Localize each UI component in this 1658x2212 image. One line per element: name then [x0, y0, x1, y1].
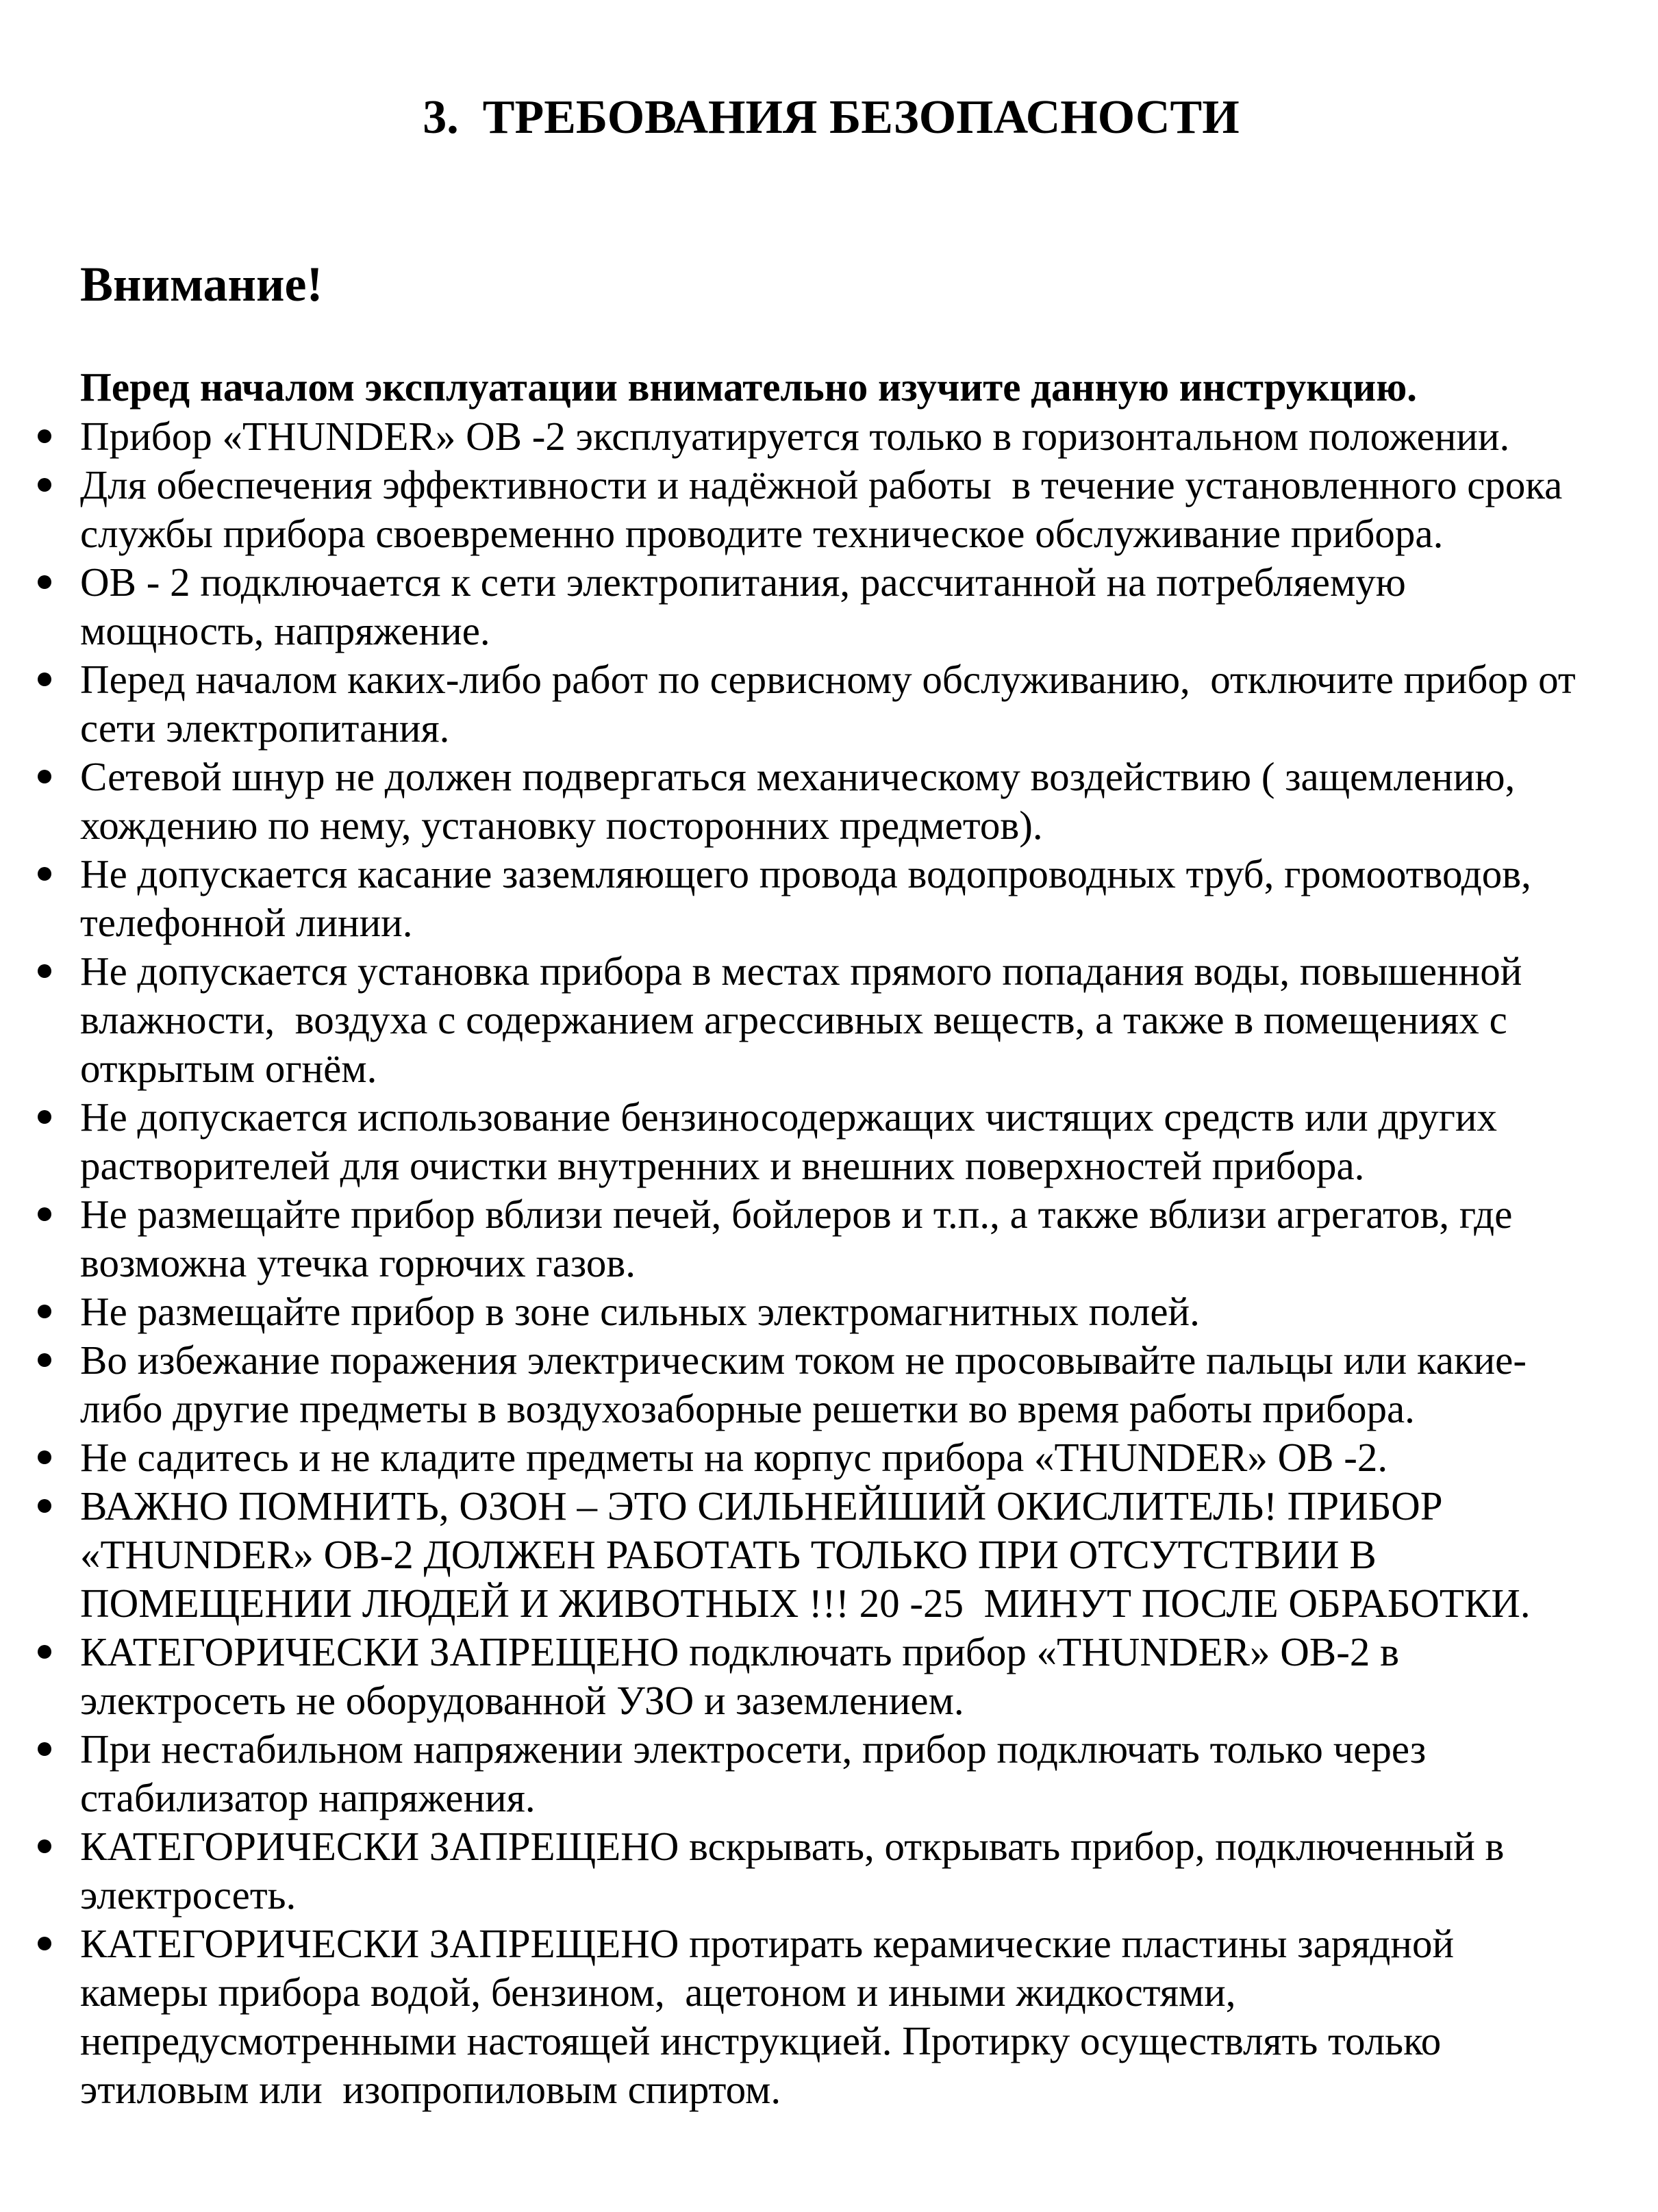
bullet-icon: [38, 1839, 51, 1853]
attention-heading: Внимание!: [80, 257, 323, 312]
list-item: [80, 1190, 1582, 1287]
list-item: [80, 1725, 1582, 1822]
list-item-text: Во избежание поражения электрическим током не просовывайте пальцы или какие-либо другие предметы в воздухозаборные решетки во время работы прибора.: [80, 1337, 1527, 1431]
bullet-icon: [38, 1110, 51, 1124]
list-item-text: Не допускается использование бензиносодержащих чистящих средств или других растворителей для очистки внутренних и внешних поверхностей прибора.: [80, 1094, 1507, 1188]
list-item: [80, 947, 1582, 1093]
list-item-text: Сетевой шнур не должен подвергаться механическому воздействию ( защемлению, хождению по нему, установку посторонних предметов).: [80, 754, 1526, 848]
list-item-text: Не допускается касание заземляющего провода водопроводных труб, громоотводов, телефонной линии.: [80, 851, 1542, 945]
list-item-text: Для обеспечения эффективности и надёжной работы в течение установленного срока службы прибора своевременно проводите техническое обслуживание прибора.: [80, 462, 1573, 556]
list-item: [80, 1287, 1582, 1336]
list-item: [80, 1482, 1582, 1628]
list-item-text: ОВ - 2 подключается к сети электропитания, рассчитанной на потребляемую мощность, напряжение.: [80, 560, 1416, 653]
bullet-icon: [38, 1450, 51, 1464]
bullet-icon: [38, 478, 51, 492]
list-item: [80, 1920, 1582, 2114]
list-item: [80, 850, 1582, 947]
list-item-text: Прибор «THUNDER» ОВ -2 эксплуатируется только в горизонтальном положении.: [80, 414, 1510, 459]
bullet-icon: [38, 1353, 51, 1367]
list-item-text: КАТЕГОРИЧЕСКИ ЗАПРЕЩЕНО протирать керамические пластины зарядной камеры прибора водой, бензином, ацетоном и иными жидкостями, непредусмотренными настоящей инструкцией. Протирку осуществлять только этиловым или изопропиловым спиртом.: [80, 1921, 1464, 2112]
list-item: [80, 461, 1582, 558]
bullet-icon: [38, 575, 51, 589]
list-item: [80, 1336, 1582, 1433]
bullet-icon: [38, 1742, 51, 1756]
list-item: [80, 655, 1586, 753]
intro-bold-line: Перед началом эксплуатации внимательно изучите данную инструкцию.: [80, 364, 1418, 410]
bullet-icon: [38, 770, 51, 783]
bullet-icon: [38, 1645, 51, 1659]
bullet-icon: [38, 1305, 51, 1318]
list-item-text: КАТЕГОРИЧЕСКИ ЗАПРЕЩЕНО вскрывать, открывать прибор, подключенный в электросеть.: [80, 1824, 1515, 1918]
bullet-icon: [38, 429, 51, 443]
list-item: [80, 1822, 1582, 1920]
list-item-text: Не размещайте прибор вблизи печей, бойлеров и т.п., а также вблизи агрегатов, где возможна утечка горючих газов.: [80, 1192, 1523, 1285]
list-item-text: Не допускается установка прибора в местах прямого попадания воды, повышенной влажности, воздуха с содержанием агрессивных веществ, а также в помещениях с открытым огнём.: [80, 948, 1533, 1091]
safety-requirements-list: [80, 412, 1586, 2114]
bullet-icon: [38, 1937, 51, 1950]
list-item: [80, 558, 1582, 655]
list-item-text: ВАЖНО ПОМНИТЬ, ОЗОН – ЭТО СИЛЬНЕЙШИЙ ОКИСЛИТЕЛЬ! ПРИБОР «THUNDER» ОВ-2 ДОЛЖЕН РАБОТАТЬ ТОЛЬКО ПРИ ОТСУТСТВИИ В ПОМЕЩЕНИИ ЛЮДЕЙ И ЖИВОТНЫХ !!! 20 -25 МИНУТ ПОСЛЕ ОБРАБОТКИ.: [80, 1483, 1531, 1626]
bullet-icon: [38, 964, 51, 978]
list-item: [80, 1433, 1582, 1482]
list-item-text: Не садитесь и не кладите предметы на корпус прибора «THUNDER» ОВ -2.: [80, 1435, 1388, 1480]
list-item-text: Не размещайте прибор в зоне сильных электромагнитных полей.: [80, 1289, 1200, 1334]
list-item-text: КАТЕГОРИЧЕСКИ ЗАПРЕЩЕНО подключать прибор «THUNDER» ОВ-2 в электросеть не оборудованной УЗО и заземлением.: [80, 1629, 1409, 1723]
list-item: [80, 1093, 1582, 1190]
list-item-text: При нестабильном напряжении электросети, прибор подключать только через стабилизатор напряжения.: [80, 1726, 1436, 1820]
section-title: 3. ТРЕБОВАНИЯ БЕЗОПАСНОСТИ: [423, 91, 1240, 144]
bullet-icon: [38, 1499, 51, 1513]
bullet-icon: [38, 867, 51, 881]
list-item: [80, 1628, 1582, 1725]
list-item-text: Перед началом каких-либо работ по сервисному обслуживанию, отключите прибор от сети электропитания.: [80, 657, 1586, 751]
list-item: [80, 412, 1582, 461]
list-item: [80, 753, 1582, 850]
bullet-icon: [38, 1207, 51, 1221]
bullet-icon: [38, 673, 51, 686]
